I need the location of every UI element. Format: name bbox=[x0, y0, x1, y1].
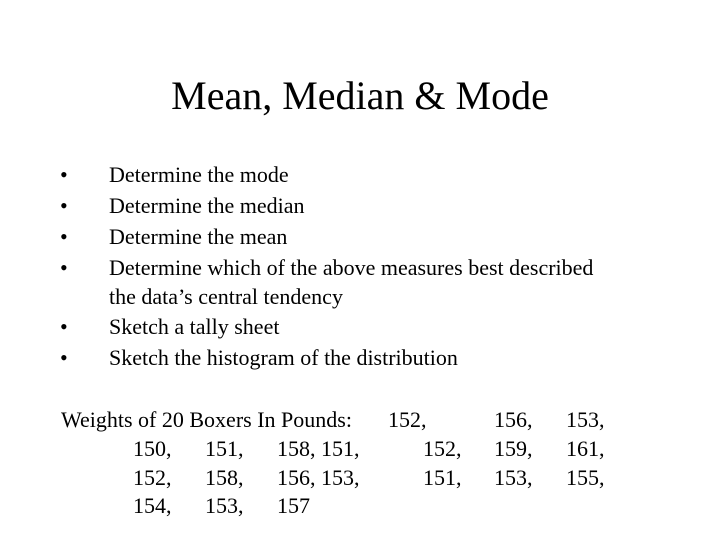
bullet-dot-icon: • bbox=[60, 345, 68, 370]
slide-title: Mean, Median & Mode bbox=[171, 73, 549, 118]
weight-value: 153, bbox=[566, 407, 605, 432]
weight-value: 161, bbox=[566, 436, 605, 461]
weight-value: 156, bbox=[494, 407, 533, 432]
bullet-dot-icon: • bbox=[60, 193, 68, 218]
weight-value: 152, bbox=[388, 407, 427, 432]
weight-value: 152, bbox=[133, 465, 172, 490]
weights-label: Weights of 20 Boxers In Pounds: bbox=[61, 407, 352, 432]
bullet-text: Determine the median bbox=[109, 193, 305, 218]
weight-value: 158, bbox=[205, 465, 244, 490]
bullet-dot-icon: • bbox=[60, 314, 68, 339]
weight-value: 150, bbox=[133, 436, 172, 461]
weight-value: 158, 151, bbox=[277, 436, 360, 461]
weight-value: 156, 153, bbox=[277, 465, 360, 490]
bullet-text: Sketch the histogram of the distribution bbox=[109, 345, 458, 370]
weight-value: 157 bbox=[277, 493, 310, 518]
bullet-text: Determine the mean bbox=[109, 224, 288, 249]
weight-value: 152, bbox=[423, 436, 462, 461]
bullet-text-line-1: Determine which of the above measures best described bbox=[109, 255, 594, 280]
bullet-dot-icon: • bbox=[60, 224, 68, 249]
weight-value: 155, bbox=[566, 465, 605, 490]
weight-value: 154, bbox=[133, 493, 172, 518]
weight-value: 151, bbox=[423, 465, 462, 490]
bullet-dot-icon: • bbox=[60, 162, 68, 187]
bullet-text-line-2: the data’s central tendency bbox=[109, 284, 343, 309]
weight-value: 151, bbox=[205, 436, 244, 461]
weight-value: 159, bbox=[494, 436, 533, 461]
bullet-dot-icon: • bbox=[60, 255, 68, 280]
bullet-text: Sketch a tally sheet bbox=[109, 314, 280, 339]
weight-value: 153, bbox=[494, 465, 533, 490]
weight-value: 153, bbox=[205, 493, 244, 518]
bullet-text: Determine the mode bbox=[109, 162, 289, 187]
